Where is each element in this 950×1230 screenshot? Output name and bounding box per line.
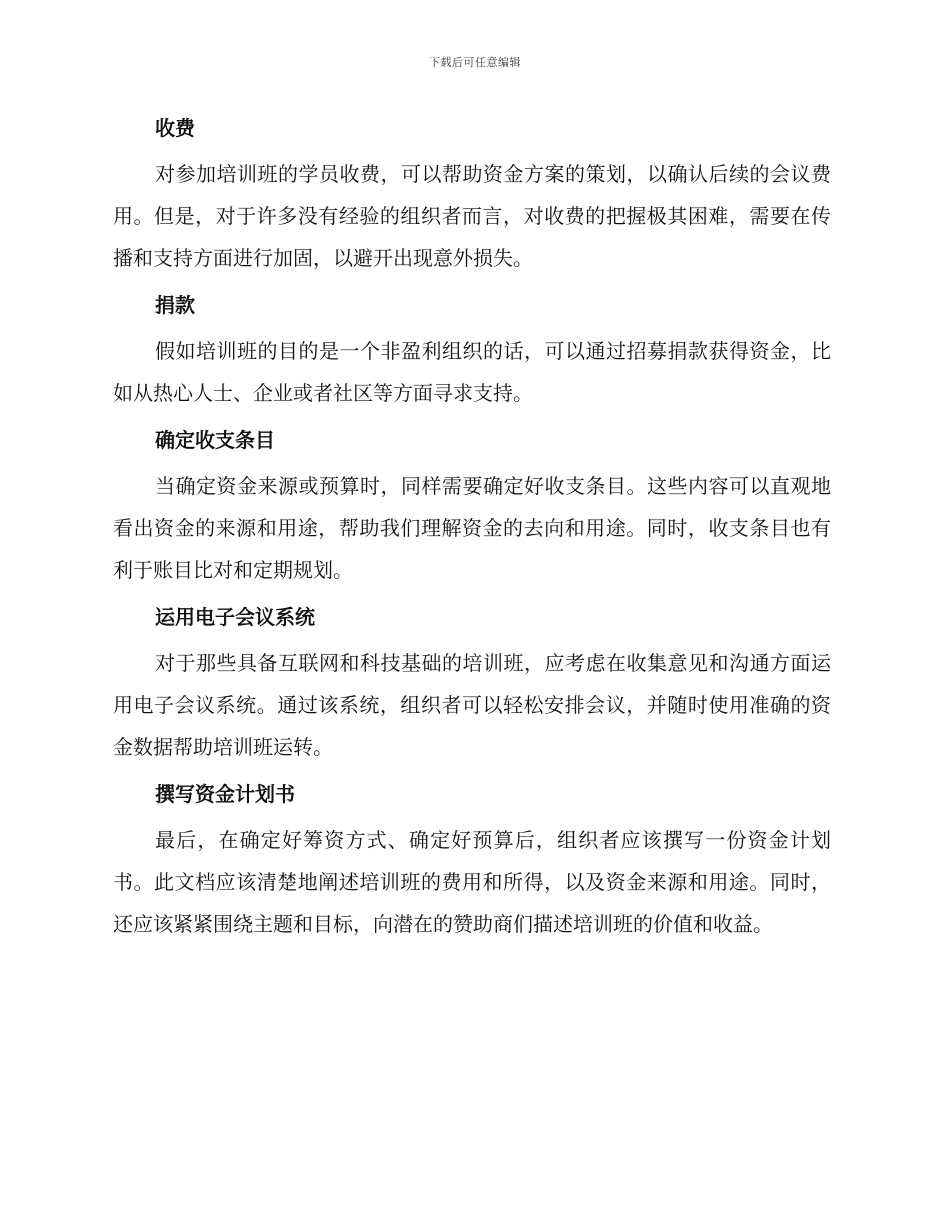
section-body-funding-plan: 最后，在确定好筹资方式、确定好预算后，组织者应该撰写一份资金计划书。此文档应该清楚地阐述培训班的费用和所得，以及资金来源和用途。同时，还应该紧紧围绕主题和目标，向潜在的赞助商们描述培训班的价值和收益。 [113, 828, 831, 936]
section-heading-donations: 捐款 [155, 293, 195, 317]
page-header: 下载后可任意编辑 [429, 56, 521, 69]
section-body-budget-items: 当确定资金来源或预算时，同样需要确定好收支条目。这些内容可以直观地看出资金的来源和用途，帮助我们理解资金的去向和用途。同时，收支条目也有利于账目比对和定期规划。 [113, 474, 831, 582]
section-body-e-meeting: 对于那些具备互联网和科技基础的培训班，应考虑在收集意见和沟通方面运用电子会议系统。通过该系统，组织者可以轻松安排会议，并随时使用准确的资金数据帮助培训班运转。 [113, 651, 831, 759]
document-content [113, 108, 831, 951]
section-body-donations: 假如培训班的目的是一个非盈利组织的话，可以通过招募捐款获得资金，比如从热心人士、企业或者社区等方面寻求支持。 [113, 339, 831, 405]
section-heading-e-meeting: 运用电子会议系统 [155, 605, 315, 629]
section-heading-funding-plan: 撰写资金计划书 [155, 782, 295, 806]
section-heading-budget-items: 确定收支条目 [155, 428, 275, 452]
section-body-fees: 对参加培训班的学员收费，可以帮助资金方案的策划，以确认后续的会议费用。但是，对于许多没有经验的组织者而言，对收费的把握极其困难，需要在传播和支持方面进行加固，以避开出现意外损失。 [113, 162, 831, 270]
section-heading-fees: 收费 [155, 116, 195, 140]
